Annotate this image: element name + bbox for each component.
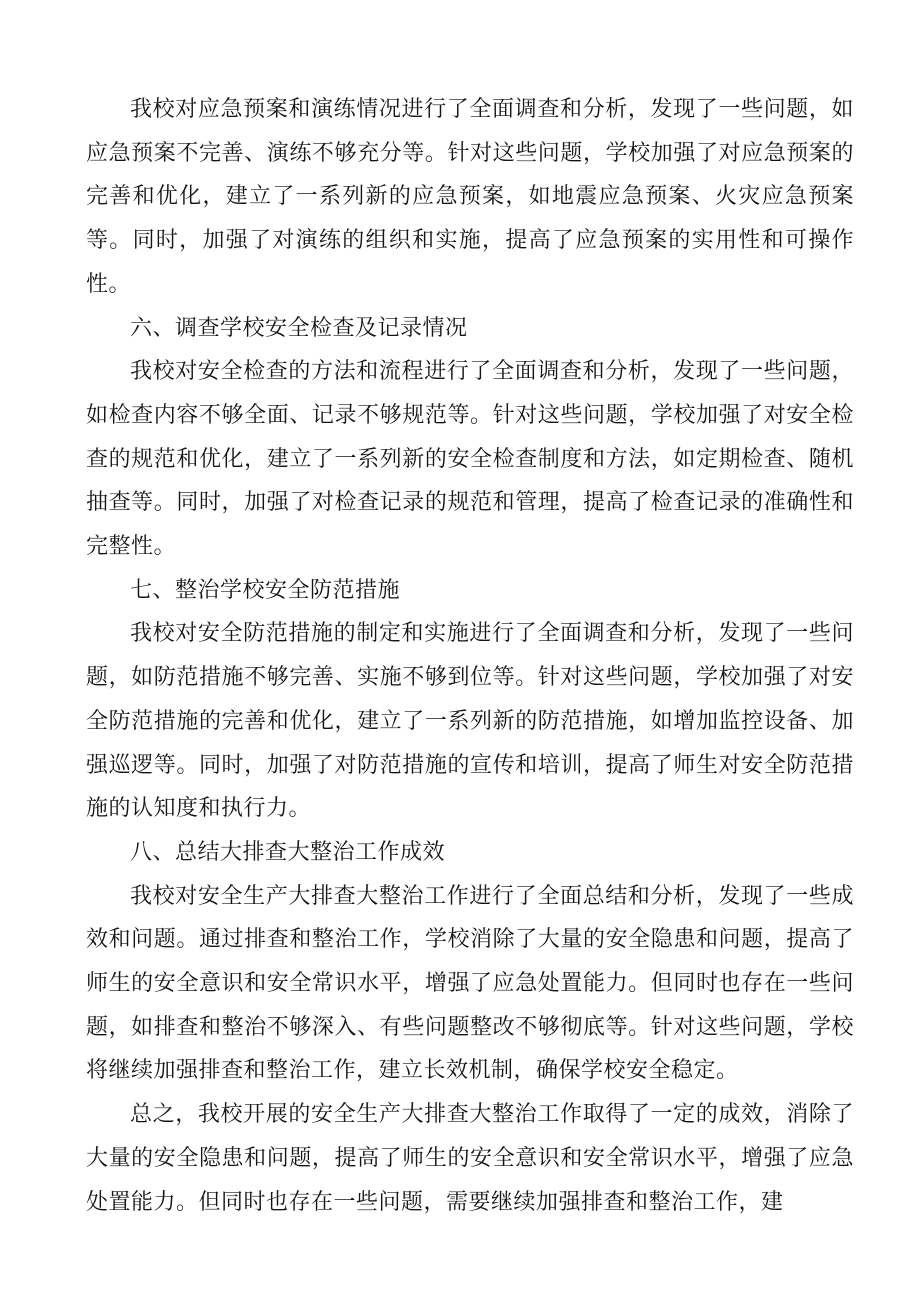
document-body [86, 88, 854, 1224]
paragraph-results-summary: 我校对安全生产大排查大整治工作进行了全面总结和分析，发现了一些成效和问题。通过排查和整治工作，学校消除了大量的安全隐患和问题，提高了师生的安全意识和安全常识水平，增强了应急处置能力。但同时也存在一些问题，如排查和整治不够深入、有些问题整改不够彻底等。针对这些问题，学校将继续加强排查和整治工作，建立长效机制，确保学校安全稳定。 [86, 883, 854, 1084]
section-heading-6: 六、调查学校安全检查及记录情况 [130, 315, 468, 341]
section-heading-7: 七、整治学校安全防范措施 [130, 577, 401, 603]
paragraph-conclusion: 总之，我校开展的安全生产大排查大整治工作取得了一定的成效，消除了大量的安全隐患和问题，提高了师生的安全意识和安全常识水平，增强了应急处置能力。但同时也存在一些问题，需要继续加强排查和整治工作，建 [86, 1102, 854, 1215]
paragraph-safety-measures: 我校对安全防范措施的制定和实施进行了全面调查和分析，发现了一些问题，如防范措施不够完善、实施不够到位等。针对这些问题，学校加强了对安全防范措施的完善和优化，建立了一系列新的防范措施，如增加监控设备、加强巡逻等。同时，加强了对防范措施的宣传和培训，提高了师生对安全防范措施的认知度和执行力。 [86, 621, 854, 822]
paragraph-safety-inspection: 我校对安全检查的方法和流程进行了全面调查和分析，发现了一些问题，如检查内容不够全面、记录不够规范等。针对这些问题，学校加强了对安全检查的规范和优化，建立了一系列新的安全检查制度和方法，如定期检查、随机抽查等。同时，加强了对检查记录的规范和管理，提高了检查记录的准确性和完整性。 [86, 359, 854, 560]
section-heading-8: 八、总结大排查大整治工作成效 [130, 839, 446, 865]
paragraph-emergency-plans: 我校对应急预案和演练情况进行了全面调查和分析，发现了一些问题，如应急预案不完善、演练不够充分等。针对这些问题，学校加强了对应急预案的完善和优化，建立了一系列新的应急预案，如地震应急预案、火灾应急预案等。同时，加强了对演练的组织和实施，提高了应急预案的实用性和可操作性。 [86, 97, 854, 297]
